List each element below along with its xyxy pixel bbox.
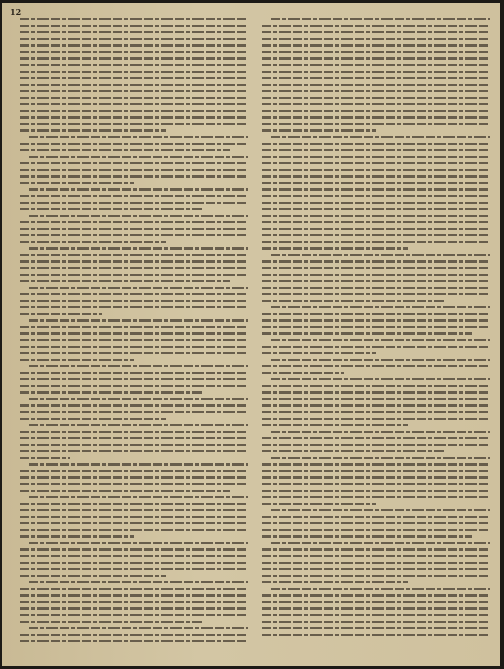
- text-line-ink: [271, 509, 490, 511]
- text-line-ink: [20, 326, 248, 328]
- text-line-ink: [262, 175, 490, 177]
- text-line-ink: [20, 234, 248, 236]
- text-line-ink: [29, 156, 248, 158]
- text-line-ink: [20, 84, 248, 86]
- text-line-ink: [29, 188, 248, 190]
- text-line-ink: [271, 431, 490, 433]
- text-line-ink: [262, 385, 490, 387]
- text-line-ink: [20, 450, 248, 452]
- text-line-ink: [271, 136, 490, 138]
- text-line-ink: [262, 411, 490, 413]
- text-line-ink: [20, 372, 248, 374]
- text-line-ink: [262, 319, 490, 321]
- text-line-ink: [20, 575, 166, 577]
- text-line-ink: [20, 143, 248, 145]
- text-line-ink: [20, 208, 202, 210]
- text-line-ink: [262, 274, 490, 276]
- text-line-ink: [262, 568, 490, 570]
- text-line-ink: [20, 260, 248, 262]
- text-line-ink: [20, 470, 248, 472]
- text-line-ink: [20, 391, 202, 393]
- text-line-ink: [20, 509, 248, 511]
- text-line-ink: [20, 607, 248, 609]
- text-line-ink: [20, 116, 248, 118]
- text-line-ink: [20, 483, 248, 485]
- text-columns: [20, 16, 490, 656]
- text-line-ink: [29, 365, 248, 367]
- text-line-ink: [262, 483, 490, 485]
- text-line-ink: [20, 280, 230, 282]
- text-line-ink: [262, 110, 490, 112]
- text-line-ink: [29, 542, 248, 544]
- text-line-ink: [262, 129, 376, 131]
- text-line-ink: [271, 306, 490, 308]
- text-line-ink: [20, 25, 248, 27]
- text-line-ink: [20, 614, 248, 616]
- text-line-ink: [20, 123, 248, 125]
- text-line-ink: [20, 594, 248, 596]
- text-line-ink: [271, 359, 490, 361]
- text-line-ink: [262, 208, 490, 210]
- text-line-ink: [20, 57, 248, 59]
- text-line-ink: [20, 444, 248, 446]
- text-line-ink: [20, 202, 248, 204]
- text-line-ink: [29, 496, 248, 498]
- text-line-ink: [262, 169, 490, 171]
- text-line-ink: [262, 84, 490, 86]
- text-line-ink: [20, 51, 248, 53]
- text-line-ink: [20, 90, 248, 92]
- text-line-ink: [262, 38, 490, 40]
- page-number: 12: [10, 7, 22, 17]
- text-line-ink: [271, 457, 490, 459]
- text-line-ink: [20, 359, 134, 361]
- text-line-ink: [262, 182, 490, 184]
- text-line-ink: [262, 300, 444, 302]
- text-line-ink: [262, 634, 490, 636]
- text-line-ink: [20, 241, 166, 243]
- text-line: [262, 631, 490, 638]
- text-line-ink: [20, 274, 248, 276]
- text-line-ink: [20, 44, 248, 46]
- text-line-ink: [262, 143, 490, 145]
- text-line-ink: [262, 97, 490, 99]
- text-line-ink: [271, 378, 490, 380]
- text-line-ink: [262, 476, 490, 478]
- page-sheet: [2, 3, 500, 666]
- text-line-ink: [262, 562, 490, 564]
- text-line-ink: [20, 476, 248, 478]
- text-line-ink: [262, 346, 490, 348]
- text-line-ink: [20, 162, 248, 164]
- text-line-ink: [29, 463, 248, 465]
- text-line-ink: [20, 490, 230, 492]
- text-line-ink: [262, 195, 490, 197]
- text-line-ink: [262, 71, 490, 73]
- text-line-ink: [271, 339, 490, 341]
- text-line-ink: [262, 627, 490, 629]
- text-line-ink: [262, 555, 490, 557]
- text-line-ink: [20, 555, 248, 557]
- text-line-ink: [20, 346, 248, 348]
- text-line-ink: [20, 77, 248, 79]
- text-line-ink: [29, 319, 248, 321]
- text-line-ink: [262, 57, 490, 59]
- text-line-ink: [262, 496, 490, 498]
- text-line-ink: [20, 352, 248, 354]
- text-line-ink: [20, 385, 248, 387]
- text-line-ink: [262, 575, 490, 577]
- text-line-ink: [262, 202, 490, 204]
- text-line-ink: [20, 332, 248, 334]
- text-line-ink: [262, 228, 490, 230]
- text-line-ink: [262, 64, 490, 66]
- column-left: [20, 16, 248, 656]
- text-line-ink: [20, 437, 248, 439]
- text-line-ink: [271, 254, 490, 256]
- text-line-ink: [20, 313, 102, 315]
- text-line-ink: [262, 332, 472, 334]
- text-line-ink: [262, 437, 490, 439]
- text-line-ink: [20, 640, 248, 642]
- text-line-ink: [262, 247, 408, 249]
- text-line-ink: [262, 162, 490, 164]
- text-line-ink: [20, 306, 248, 308]
- text-line-ink: [262, 90, 490, 92]
- text-line-ink: [262, 149, 490, 151]
- text-line-ink: [20, 568, 248, 570]
- text-line-ink: [262, 424, 408, 426]
- text-line-ink: [262, 621, 490, 623]
- text-line-ink: [20, 562, 248, 564]
- text-line-ink: [262, 490, 490, 492]
- text-line-ink: [262, 31, 490, 33]
- text-line-ink: [20, 110, 248, 112]
- column-right: [262, 16, 490, 656]
- text-line-ink: [262, 313, 490, 315]
- text-line-ink: [20, 195, 248, 197]
- text-line-ink: [20, 129, 166, 131]
- text-line-ink: [262, 260, 490, 262]
- text-line-ink: [20, 169, 248, 171]
- text-line-ink: [262, 450, 444, 452]
- text-line-ink: [262, 77, 490, 79]
- text-line-ink: [20, 503, 248, 505]
- text-line-ink: [262, 156, 490, 158]
- text-line-ink: [20, 404, 248, 406]
- text-line-ink: [262, 463, 490, 465]
- text-line-ink: [20, 588, 248, 590]
- text-line-ink: [20, 175, 248, 177]
- text-line-ink: [20, 634, 248, 636]
- text-line-ink: [262, 116, 490, 118]
- text-line-ink: [20, 103, 248, 105]
- text-line-ink: [271, 18, 490, 20]
- text-line-ink: [20, 548, 248, 550]
- text-line-ink: [262, 123, 490, 125]
- text-line-ink: [20, 182, 134, 184]
- text-line-ink: [262, 535, 472, 537]
- text-line-ink: [262, 103, 490, 105]
- text-line-ink: [20, 38, 248, 40]
- text-line-ink: [262, 25, 490, 27]
- text-line-ink: [20, 516, 248, 518]
- text-line-ink: [271, 588, 490, 590]
- text-line-ink: [262, 601, 490, 603]
- text-line-ink: [262, 241, 490, 243]
- text-line-ink: [20, 18, 248, 20]
- text-line-ink: [20, 535, 134, 537]
- text-line-ink: [262, 267, 490, 269]
- text-line-ink: [20, 418, 166, 420]
- text-line-ink: [262, 188, 490, 190]
- text-line-ink: [29, 287, 248, 289]
- text-line-ink: [262, 581, 408, 583]
- text-line-ink: [262, 215, 490, 217]
- text-line-ink: [20, 31, 248, 33]
- text-line-ink: [262, 444, 490, 446]
- text-line-ink: [262, 280, 490, 282]
- text-line-ink: [262, 614, 490, 616]
- text-line-ink: [20, 149, 230, 151]
- text-line-ink: [262, 607, 490, 609]
- text-line-ink: [20, 293, 248, 295]
- text-line-ink: [262, 352, 376, 354]
- text-line-ink: [271, 542, 490, 544]
- text-line-ink: [29, 424, 248, 426]
- text-line-ink: [20, 378, 248, 380]
- text-line-ink: [262, 529, 490, 531]
- text-line-ink: [20, 221, 248, 223]
- text-line-ink: [262, 470, 490, 472]
- text-line-ink: [262, 391, 490, 393]
- text-line-ink: [262, 516, 490, 518]
- text-line-ink: [29, 398, 248, 400]
- text-line: [20, 638, 248, 645]
- text-line-ink: [20, 411, 248, 413]
- text-line-ink: [262, 44, 490, 46]
- text-line-ink: [29, 627, 248, 629]
- text-line-ink: [20, 97, 248, 99]
- text-line-ink: [29, 136, 248, 138]
- text-line-ink: [262, 221, 490, 223]
- text-line-ink: [262, 372, 344, 374]
- text-line-ink: [262, 548, 490, 550]
- text-line-ink: [262, 287, 490, 289]
- text-line-ink: [20, 228, 248, 230]
- text-line-ink: [262, 234, 490, 236]
- text-line-ink: [20, 300, 248, 302]
- text-line-ink: [262, 503, 376, 505]
- text-line-ink: [262, 404, 490, 406]
- text-line-ink: [20, 339, 248, 341]
- text-line-ink: [262, 522, 490, 524]
- text-line-ink: [20, 529, 248, 531]
- text-line-ink: [262, 398, 490, 400]
- text-line-ink: [20, 431, 248, 433]
- text-line-ink: [20, 71, 248, 73]
- text-line-ink: [262, 326, 490, 328]
- text-line-ink: [262, 293, 490, 295]
- text-line-ink: [20, 267, 248, 269]
- text-line-ink: [29, 581, 248, 583]
- text-line-ink: [262, 418, 490, 420]
- text-line-ink: [262, 51, 490, 53]
- text-line-ink: [29, 247, 248, 249]
- text-line-ink: [20, 621, 202, 623]
- text-line-ink: [29, 215, 248, 217]
- text-line-ink: [20, 522, 248, 524]
- text-line-ink: [20, 457, 70, 459]
- text-line-ink: [20, 64, 248, 66]
- text-line-ink: [20, 254, 248, 256]
- text-line-ink: [20, 601, 248, 603]
- text-line-ink: [262, 594, 490, 596]
- text-line-ink: [262, 365, 490, 367]
